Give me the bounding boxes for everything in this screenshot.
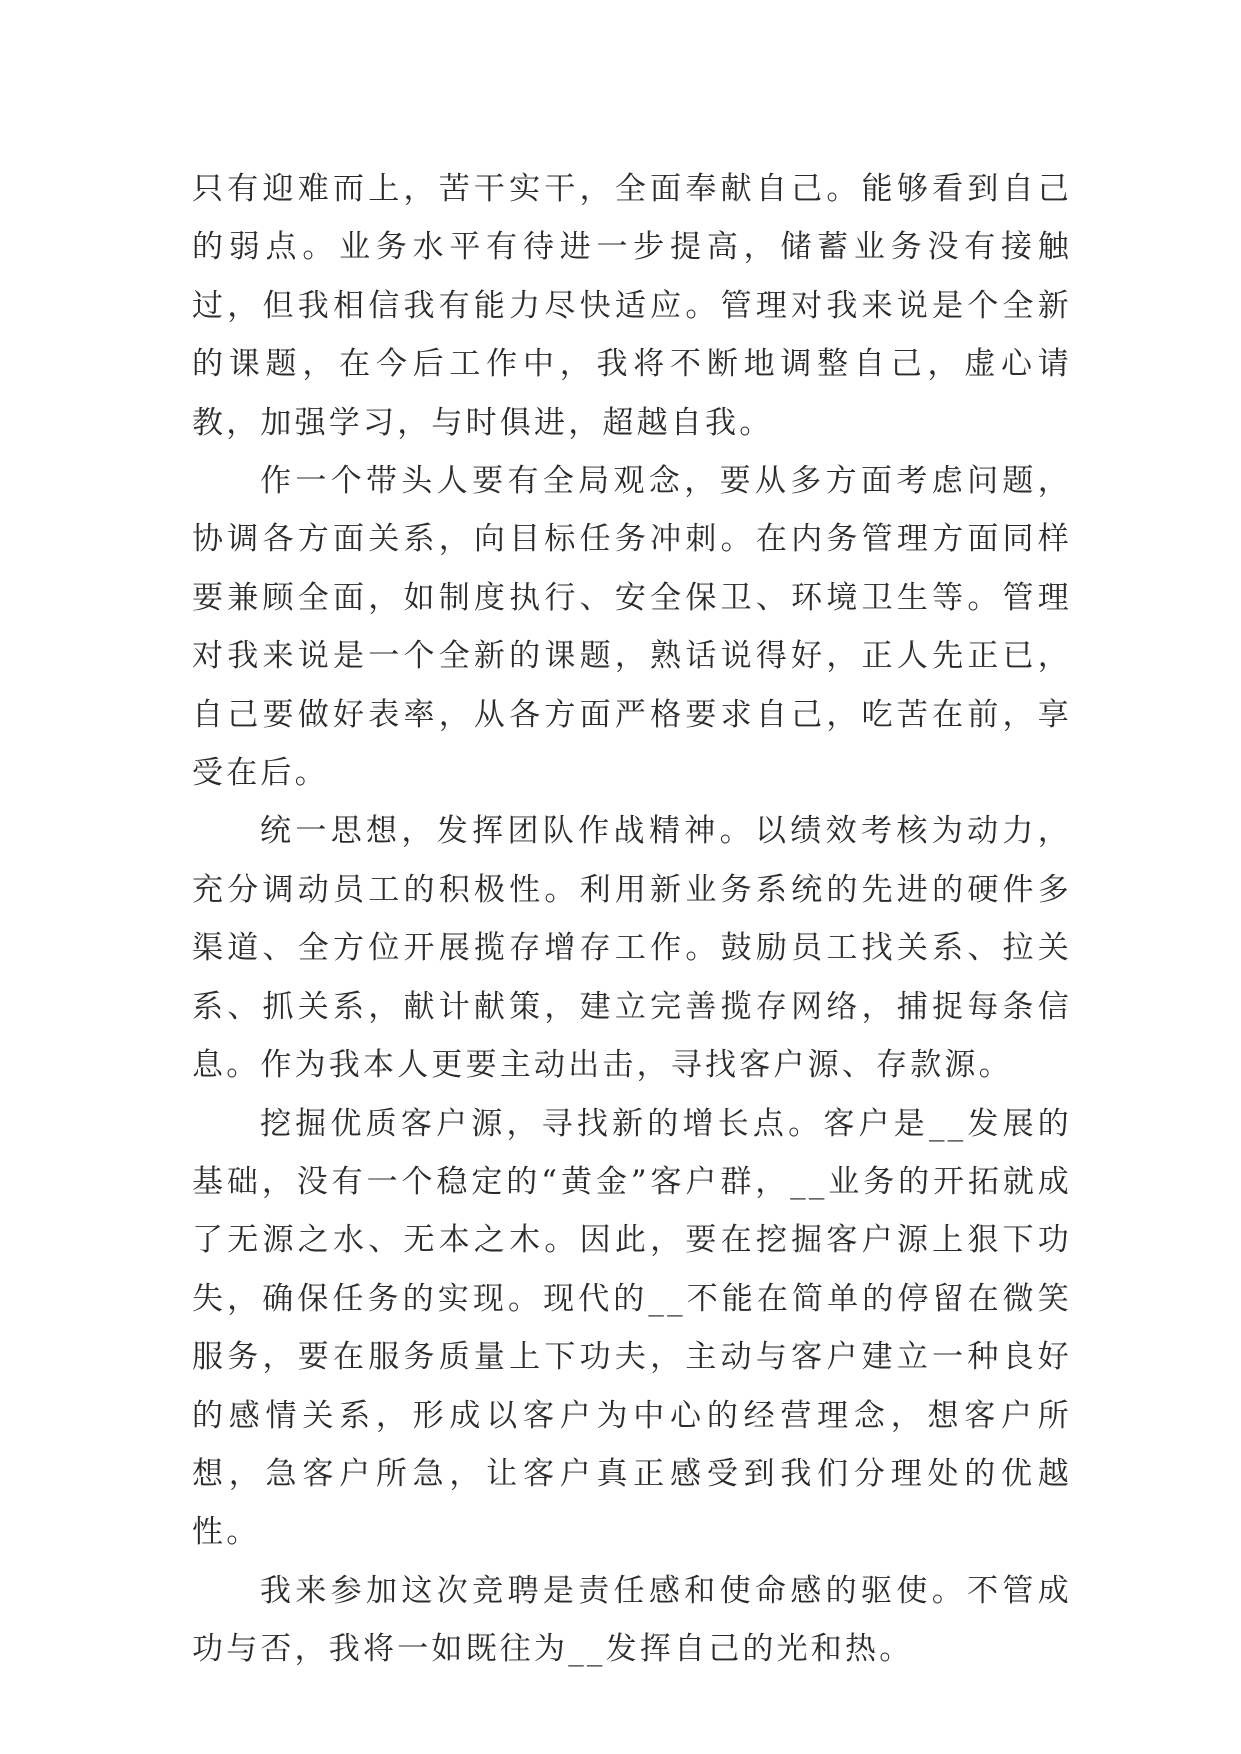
paragraph-3: 统一思想，发挥团队作战精神。以绩效考核为动力，充分调动员工的积极性。利用新业务系统的先进的硬件多渠道、全方位开展揽存增存工作。鼓励员工找关系、拉关系、抓关系，献计献策，建立完善揽存网络，捕捉每条信息。作为我本人更要主动出击，寻找客户源、存款源。 bbox=[192, 813, 1072, 1084]
paragraph-1: 只有迎难而上，苦干实干，全面奉献自己。能够看到自己的弱点。业务水平有待进一步提高，储蓄业务没有接触过，但我相信我有能力尽快适应。管理对我来说是个全新的课题，在今后工作中，我将不断地调整自己，虚心请教，加强学习，与时俱进，超越自我。 bbox=[192, 171, 1072, 441]
paragraph-2: 作一个带头人要有全局观念，要从多方面考虑问题，协调各方面关系，向目标任务冲刺。在内务管理方面同样要兼顾全面，如制度执行、安全保卫、环境卫生等。管理对我来说是一个全新的课题，熟话说得好，正人先正已，自己要做好表率，从各方面严格要求自己，吃苦在前，享受在后。 bbox=[192, 463, 1072, 792]
paragraph-5: 我来参加这次竞聘是责任感和使命感的驱使。不管成功与否，我将一如既往为__发挥自己的光和热。 bbox=[192, 1572, 1072, 1668]
paragraph-4: 挖掘优质客户源，寻找新的增长点。客户是__发展的基础，没有一个稳定的“黄金”客户群，__业务的开拓就成了无源之水、无本之木。因此，要在挖掘客户源上狠下功失，确保任务的实现。现代的__不能在简单的停留在微笑服务，要在服务质量上下功夫，主动与客户建立一种良好的感情关系，形成以客户为中心的经营理念，想客户所想，急客户所急，让客户真正感受到我们分理处的优越性。 bbox=[192, 1105, 1072, 1551]
document-body bbox=[192, 160, 1072, 1679]
